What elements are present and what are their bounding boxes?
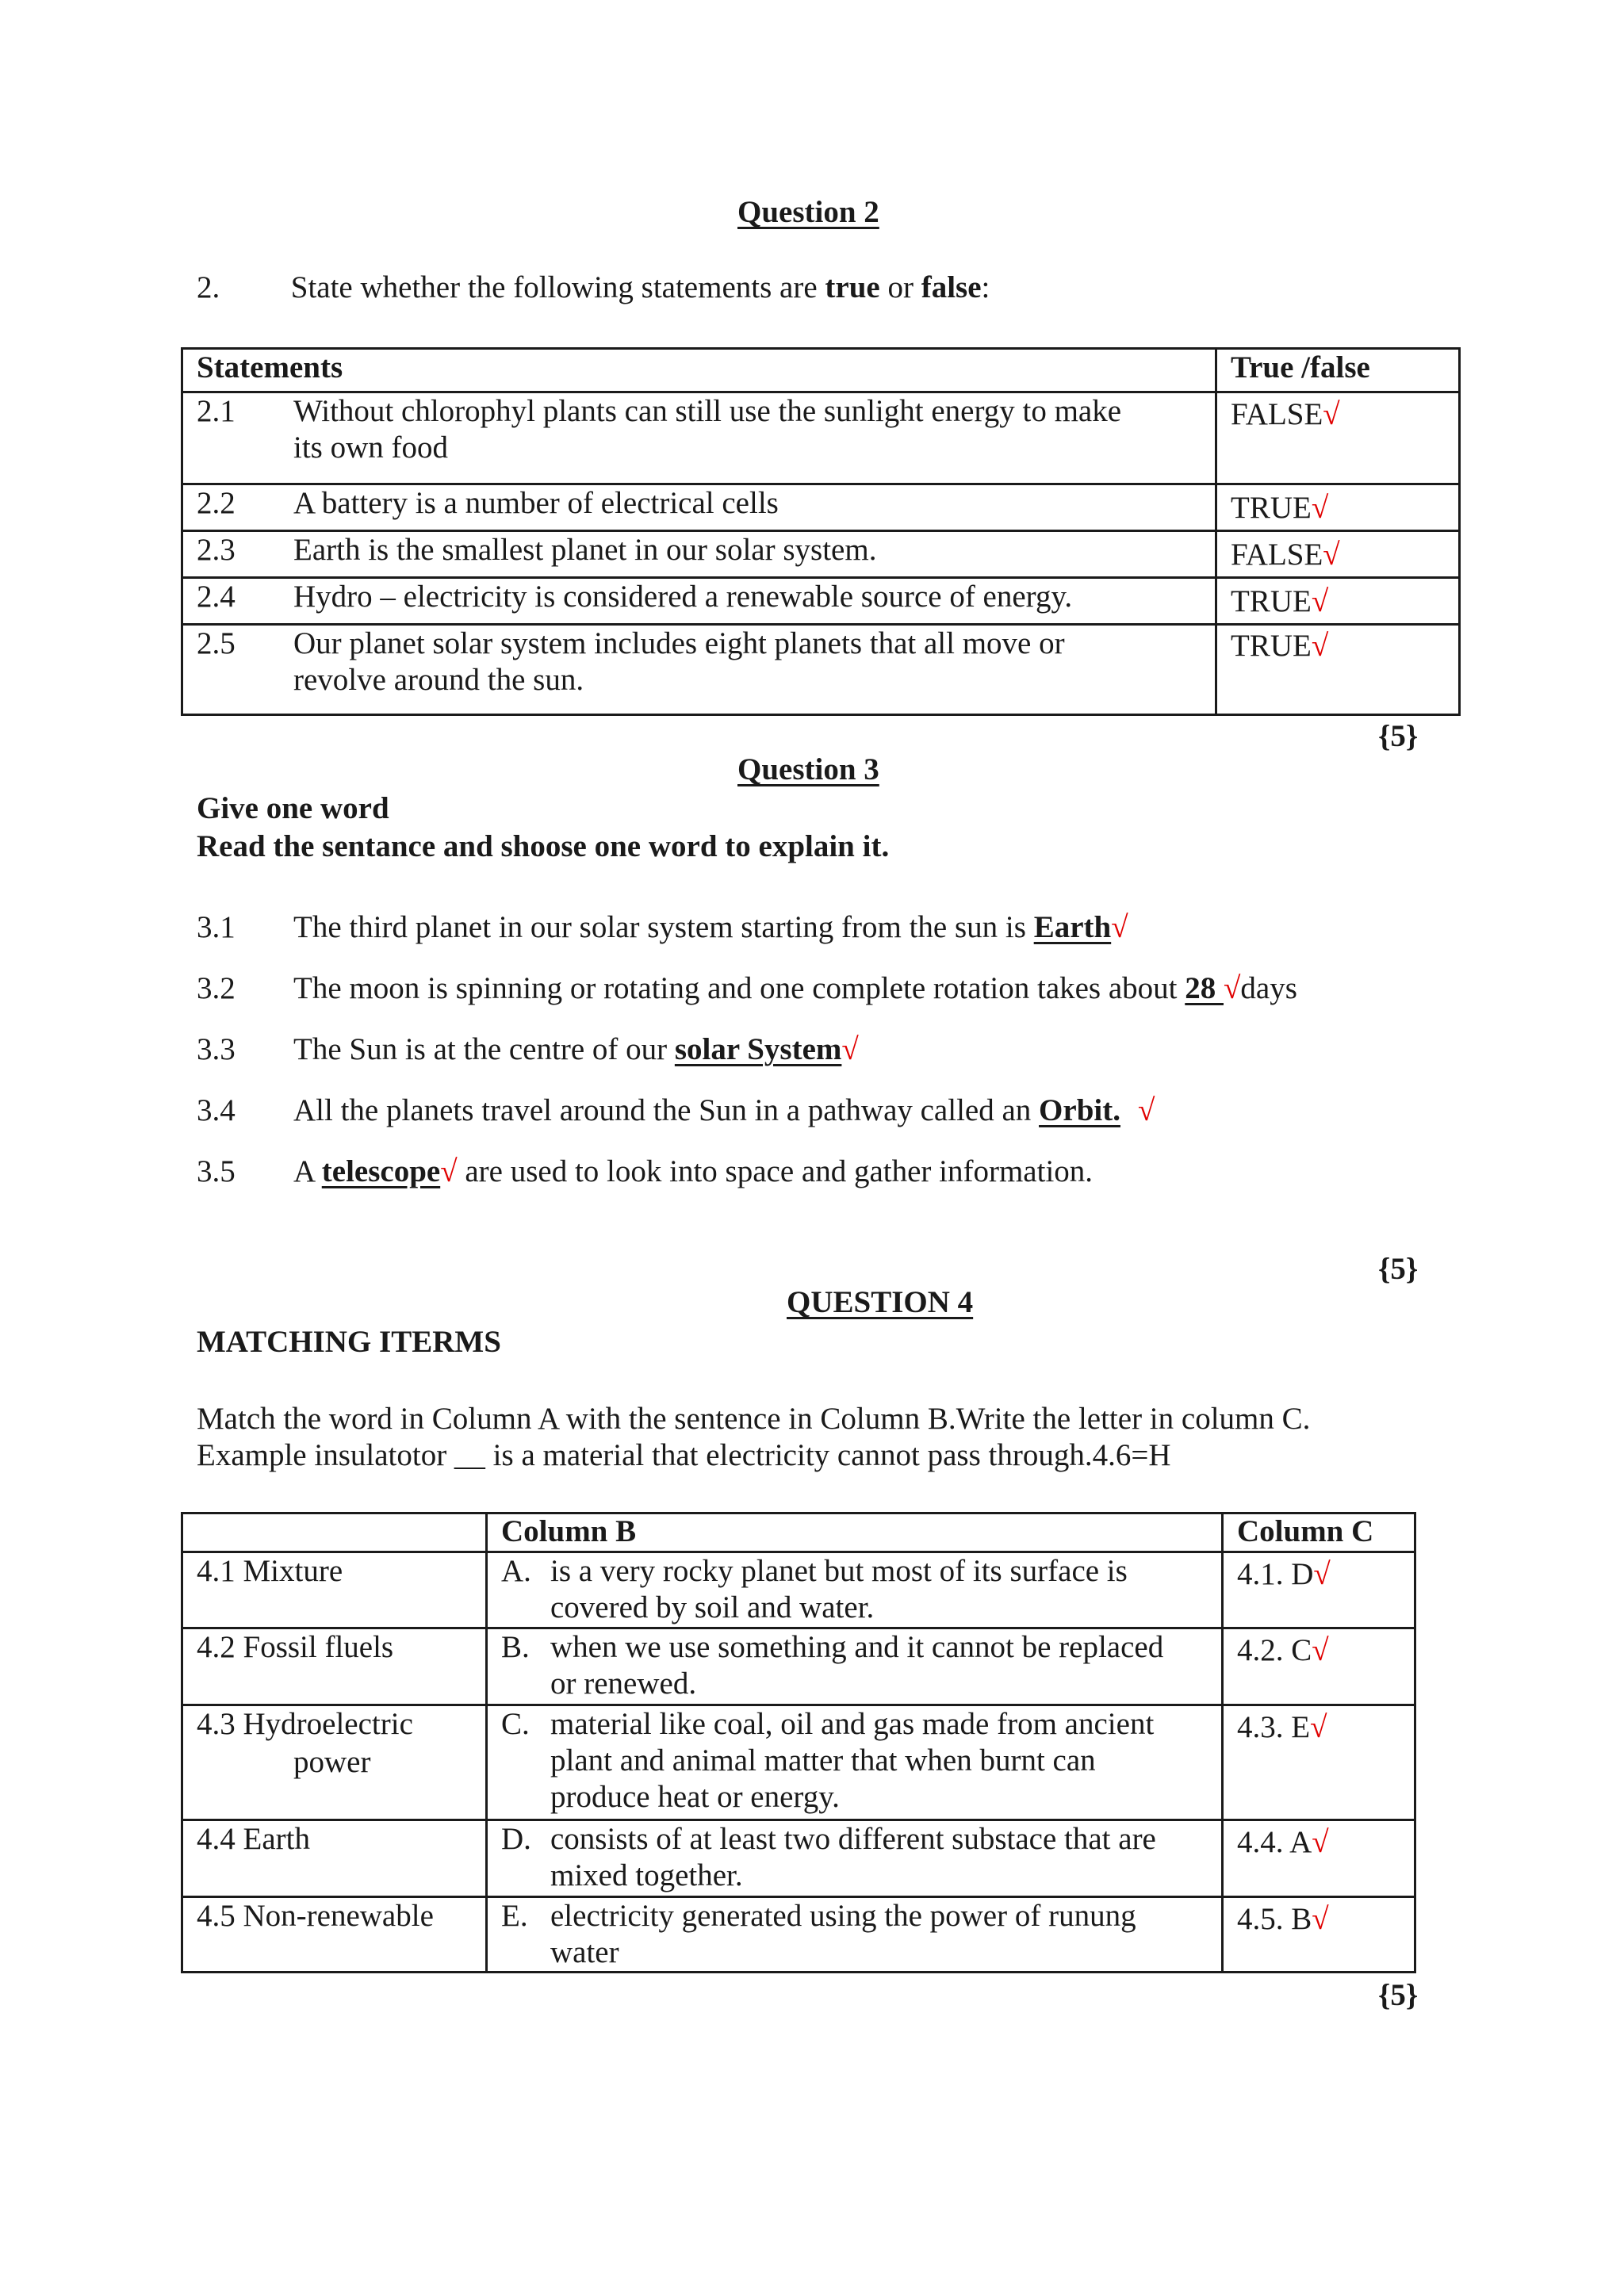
q4-instruction: Match the word in Column A with the sentence in Column B.Write the letter in column C. [197,1402,1311,1436]
q4-col-c-answer [1237,1632,1329,1669]
q2-row-statement: Hydro – electricity is considered a renewable source of energy. [293,580,1073,614]
q2-instruction-or: or [887,270,914,304]
check-mark-icon: √ [1312,1633,1329,1667]
check-mark-icon: √ [1312,1825,1329,1859]
q2-answer-text: TRUE [1231,629,1312,663]
q4-col-c-answer [1237,1709,1327,1746]
q3-item-number: 3.2 [197,971,236,1005]
check-mark-icon: √ [1311,584,1329,618]
q2-marks: {5} [1378,719,1419,753]
q2-instruction-true: true [825,270,880,304]
q2-row-number: 2.4 [197,580,236,614]
q2-row-statement: Without chlorophyl plants can still use the sunlight energy to make [293,394,1122,428]
check-mark-icon: √ [1137,1093,1155,1127]
q4-col-b-letter: B. [501,1630,530,1664]
q4-col-b-text: covered by soil and water. [550,1590,875,1624]
q2-number: 2. [197,270,220,304]
q2-row-number: 2.5 [197,626,236,660]
q4-col-a-item: 4.4 Earth [197,1822,310,1856]
q2-answer-text: TRUE [1231,584,1312,618]
q2-instruction-false: false [921,270,982,304]
q4-col-b-text: or renewed. [550,1667,697,1701]
q3-answer: telescope [321,1154,441,1188]
q4-col-b-letter: E. [501,1899,528,1933]
q3-item-text: The Sun is at the centre of our [293,1032,675,1066]
q3-answer: 28 [1185,971,1224,1005]
q2-instruction [197,270,990,305]
check-mark-icon: √ [1310,1710,1327,1744]
q2-row-number: 2.3 [197,533,236,567]
q4-col-b-text: mixed together. [550,1858,743,1892]
q2-answer-text: FALSE [1231,538,1323,572]
q2-row-answer [1231,396,1340,433]
check-mark-icon: √ [1312,1902,1329,1936]
q3-item-text-after: days [1240,971,1297,1005]
q4-col-c: Column C [1237,1514,1374,1548]
q2-row-statement: Earth is the smallest planet in our solar system. [293,533,877,567]
check-mark-icon: √ [1313,1557,1331,1591]
q4-col-b-letter: A. [501,1554,531,1588]
q4-col-a-item: 4.2 Fossil fluels [197,1630,394,1664]
q3-item-number: 3.1 [197,910,236,944]
q3-heading: Question 3 [737,752,879,786]
q3-subheading: Give one word [197,791,389,825]
q4-col-b-text: consists of at least two different substace that are [550,1822,1156,1856]
q3-item-text: The moon is spinning or rotating and one complete rotation takes about [293,971,1185,1005]
q4-col-b-text: water [550,1935,619,1969]
q4-col-c-answer [1237,1901,1329,1938]
list-item [197,909,1128,945]
q4-example: Example insulatotor __ is a material that electricity cannot pass through.4.6=H [197,1438,1171,1472]
check-mark-icon: √ [1224,971,1241,1005]
q4-col-b-letter: D. [501,1822,531,1856]
list-item [197,1031,859,1067]
q3-answer: solar System [674,1032,842,1066]
q3-item-number: 3.4 [197,1093,236,1127]
list-item [197,1093,1155,1128]
q2-heading: Question 2 [737,195,879,229]
q4-col-b-text: material like coal, oil and gas made from ancient [550,1707,1155,1741]
check-mark-icon: √ [1311,629,1329,663]
q3-answer: Earth [1033,910,1112,944]
q3-item-text: A [293,1154,322,1188]
q3-item-number: 3.3 [197,1032,236,1066]
q2-row-answer [1231,628,1328,664]
q2-answer-text: TRUE [1231,491,1312,525]
q3-instruction: Read the sentance and shoose one word to explain it. [197,829,890,863]
q4-col-a-item-cont: power [293,1745,371,1779]
check-mark-icon: √ [1323,397,1340,431]
q4-answer-text: 4.4. A [1237,1825,1312,1859]
q4-marks: {5} [1378,1978,1419,2012]
q2-answer-text: FALSE [1231,397,1323,431]
q4-col-b-text: plant and animal matter that when burnt can [550,1743,1096,1777]
q2-row-statement-cont: revolve around the sun. [293,663,584,697]
q4-col-a-item: 4.5 Non-renewable [197,1899,434,1933]
q3-marks: {5} [1378,1252,1419,1286]
q4-answer-text: 4.2. C [1237,1633,1312,1667]
q2-instruction-colon: : [981,270,990,304]
q2-row-number: 2.2 [197,486,236,520]
check-mark-icon: √ [440,1154,458,1188]
q2-row-answer [1231,490,1328,526]
q3-item-text: All the planets travel around the Sun in a pathway called an [293,1093,1040,1127]
q4-col-b-text: when we use something and it cannot be replaced [550,1630,1164,1664]
q3-item-text: The third planet in our solar system starting from the sun is [293,910,1034,944]
q4-col-a-item: 4.1 Mixture [197,1554,343,1588]
q4-subheading: MATCHING ITERMS [197,1325,501,1359]
q4-answer-text: 4.1. D [1237,1557,1314,1591]
q2-row-statement: Our planet solar system includes eight planets that all move or [293,626,1065,660]
check-mark-icon: √ [1111,910,1128,944]
q4-col-b-letter: C. [501,1707,530,1741]
q4-col-c-answer [1237,1824,1329,1861]
list-item [197,970,1297,1006]
q2-row-answer [1231,537,1340,573]
list-item [197,1154,1093,1189]
q4-col-a-item: 4.3 Hydroelectric [197,1707,413,1741]
check-mark-icon: √ [841,1032,859,1066]
q3-item-number: 3.5 [197,1154,236,1188]
check-mark-icon: √ [1323,538,1340,572]
check-mark-icon: √ [1311,491,1329,525]
q3-answer: Orbit. [1039,1093,1120,1127]
q4-col-b-text: is a very rocky planet but most of its surface is [550,1554,1128,1588]
q2-row-answer [1231,584,1328,620]
q4-answer-text: 4.5. B [1237,1902,1312,1936]
q4-col-b-text: electricity generated using the power of runung [550,1899,1136,1933]
q2-row-number: 2.1 [197,394,236,428]
q2-row-statement: A battery is a number of electrical cells [293,486,779,520]
q2-col-statements: Statements [197,350,343,385]
q2-row-statement-cont: its own food [293,430,448,465]
q4-col-b-text: produce heat or energy. [550,1780,840,1814]
q4-answer-text: 4.3. E [1237,1710,1311,1744]
q4-col-b: Column B [501,1514,637,1548]
q2-col-true-false: True /false [1231,350,1370,385]
q4-heading: QUESTION 4 [787,1285,974,1319]
q2-instruction-text: State whether the following statements are [290,270,818,304]
q4-col-c-answer [1237,1556,1331,1593]
q3-item-text-after: are used to look into space and gather information. [457,1154,1094,1188]
